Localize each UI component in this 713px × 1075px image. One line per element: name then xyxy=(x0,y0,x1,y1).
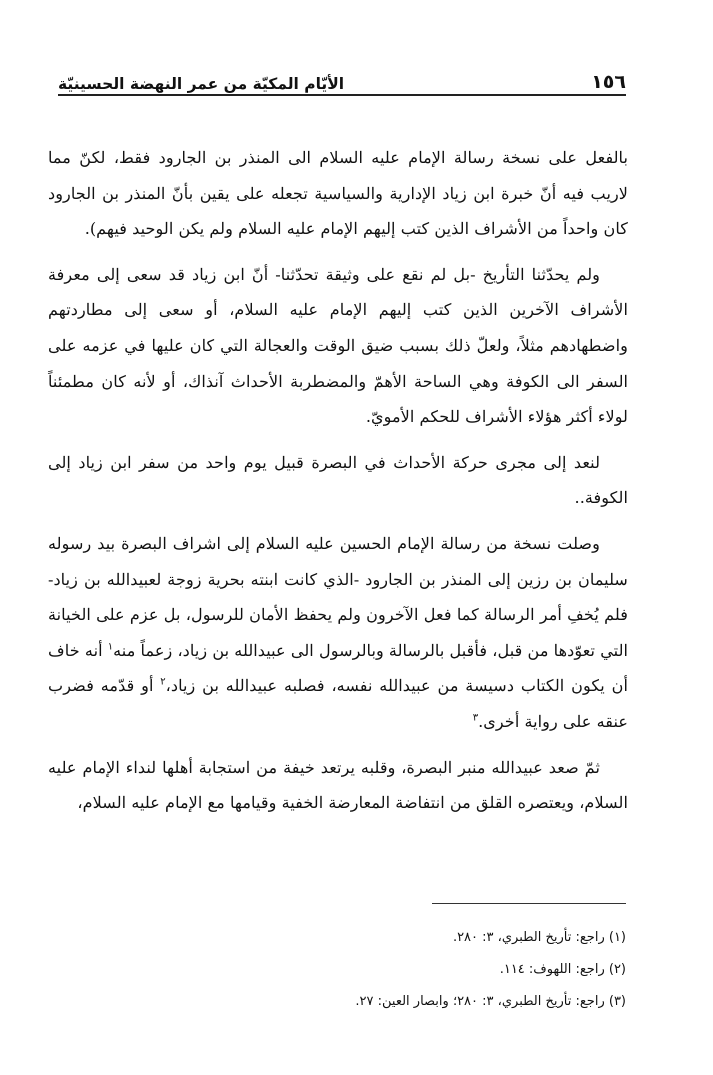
footnote-1: (١) راجع: تأريخ الطبري، ٣: ٢٨٠. xyxy=(452,930,626,945)
footnote-2: (٢) راجع: اللهوف: ١١٤. xyxy=(499,962,626,977)
paragraph-4-part-3: أو قدّمه فضرب عنقه على رواية أخرى. xyxy=(48,676,628,731)
body-text xyxy=(48,140,628,831)
paragraph-4-part-1: وصلت نسخة من رسالة الإمام الحسين عليه السلام إلى اشراف البصرة بيد رسوله سليمان بن رزين إلى المنذر بن الجارود -الذي كانت ابنته بحرية زوجة لعبيدالله بن زياد- فلم يُخفِ أمر الرسالة كما فعل الآخرون ولم يحفظ الأمان للرسول، بل عزم على الخيانة التي تعوّدها من قبل، فأقبل بالرسالة وبالرسول الى عبيدالله بن زياد، زعماً منه xyxy=(48,533,628,660)
paragraph-3: لنعد إلى مجرى حركة الأحداث في البصرة قبيل يوم واحد من سفر ابن زياد إلى الكوفة.. xyxy=(48,452,628,508)
footnote-ref-1: ١ xyxy=(107,641,114,653)
paragraph-4-part-2: أنه خاف أن يكون الكتاب دسيسة من عبيدالله نفسه، فصلبه عبيدالله بن زياد، xyxy=(48,640,628,696)
footnote-divider xyxy=(432,903,626,904)
page-number: ١٥٦ xyxy=(591,71,626,93)
paragraph-2: ولم يحدّثنا التأريخ -بل لم نقع على وثيقة تحدّثنا- أنّ ابن زياد قد سعى إلى معرفة الأشراف الآخرين الذين كتب إليهم الإمام عليه السلام، أو سعى إلى مطاردتهم واضطهادهم مثلاً، ولعلّ ذلك بسبب ضيق الوقت والعجالة التي كان عليها في عزمه على السفر الى الكوفة وهي الساحة الأهمّ والمضطربة الأحداث آنذاك، أو لأنه كان مطمئناً لولاء أكثر هؤلاء الأشراف للحكم الأمويّ. xyxy=(48,264,628,427)
footnote-ref-2: ٢ xyxy=(160,676,166,688)
paragraph-5: ثمّ صعد عبيدالله منبر البصرة، وقلبه يرتعد خيفة من استجابة أهلها لنداء الإمام عليه السلام، ويعتصره القلق من انتفاضة المعارضة الخفية وقيامها مع الإمام عليه السلام، xyxy=(48,757,628,813)
footnote-3: (٣) راجع: تأريخ الطبري، ٣: ٢٨٠؛ وابصار العين: ٢٧. xyxy=(355,994,626,1009)
running-title: الأيّام المكيّة من عمر النهضة الحسينيّة xyxy=(58,74,345,93)
footnote-ref-3: ٣ xyxy=(472,712,479,724)
paragraph-4 xyxy=(48,526,628,740)
paragraph-1: بالفعل على نسخة رسالة الإمام عليه السلام الى المنذر بن الجارود فقط، لكنّ مما لاريب فيه أنّ خبرة ابن زياد الإدارية والسياسية تجعله على يقين بأنّ المنذر بن الجارود كان واحداً من الأشراف الذين كتب إليهم الإمام عليه السلام ولم يكن الوحيد فيهم). xyxy=(48,148,628,239)
page-header xyxy=(58,62,626,96)
footnotes xyxy=(48,922,626,1018)
